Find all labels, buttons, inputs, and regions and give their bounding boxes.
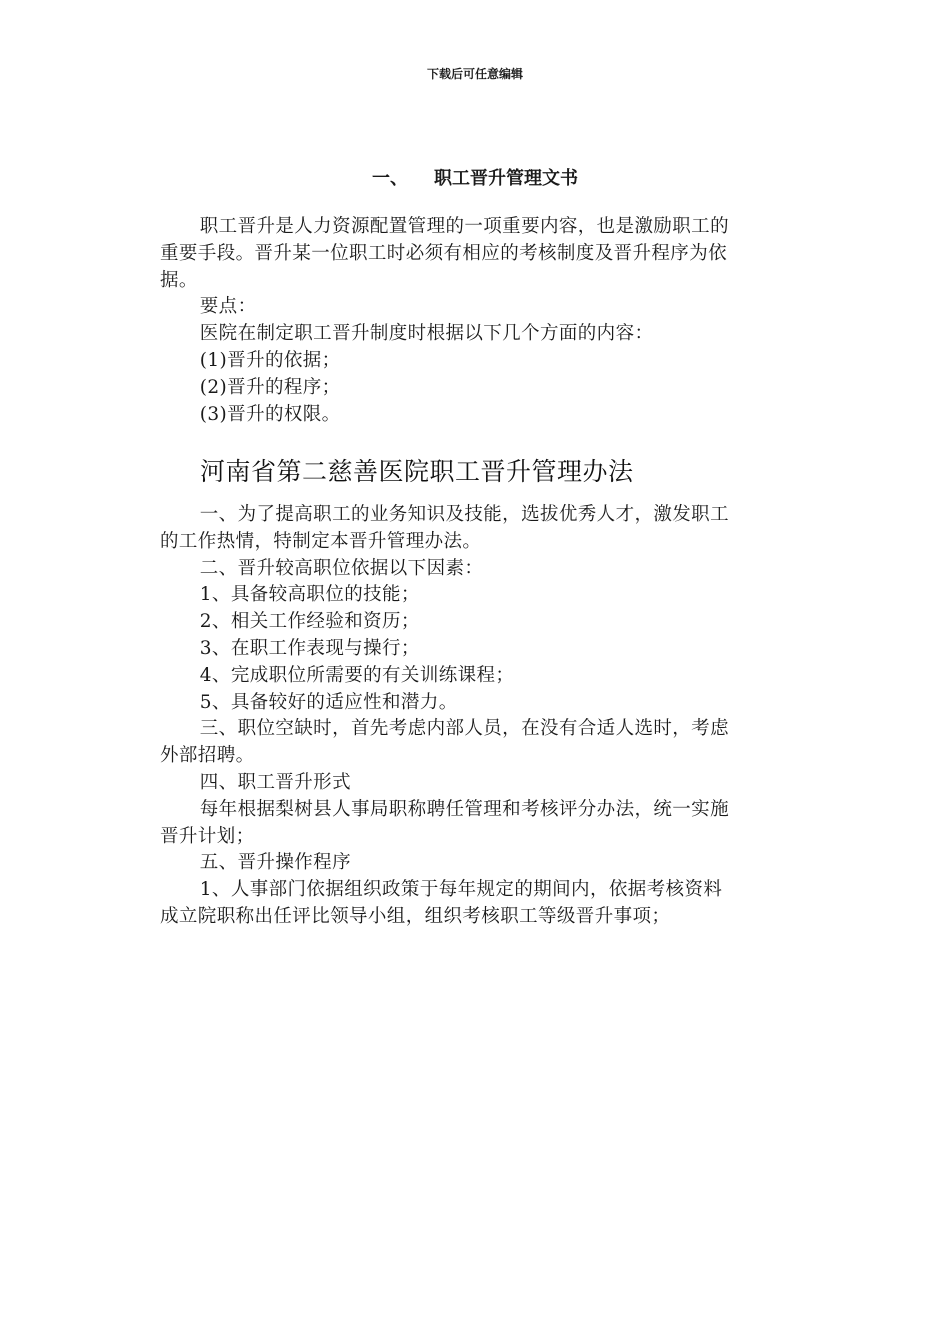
article-3: 三、职位空缺时，首先考虑内部人员，在没有合适人选时，考虑外部招聘。 xyxy=(160,718,729,767)
section-title: 职工晋升管理文书 xyxy=(434,168,578,189)
article-1: 一、为了提高职工的业务知识及技能，选拔优秀人才，激发职工的工作热情，特制定本晋升管理办法。 xyxy=(160,504,729,552)
intro-lead: 医院在制定职工晋升制度时根据以下几个方面的内容： xyxy=(199,323,654,345)
article-4: 四、职工晋升形式 xyxy=(199,771,351,793)
document-title: 河南省第二慈善医院职工晋升管理办法 xyxy=(200,457,634,486)
section-number: 一、 xyxy=(372,168,408,189)
factor-item: 2、相关工作经验和资历； xyxy=(199,611,420,633)
regulation-body xyxy=(160,502,732,931)
intro-paragraph: 职工晋升是人力资源配置管理的一项重要内容，也是激励职工的重要手段。晋升某一位职工时必须有相应的考核制度及晋升程序为依据。 xyxy=(160,216,729,291)
key-points-label: 要点： xyxy=(199,296,257,318)
factor-item: 1、具备较高职位的技能； xyxy=(199,584,420,606)
article-2: 二、晋升较高职位依据以下因素： xyxy=(199,557,484,579)
factor-item: 5、具备较好的适应性和潜力。 xyxy=(199,691,458,713)
article-4-text: 每年根据梨树县人事局职称聘任管理和考核评分办法，统一实施晋升计划； xyxy=(160,798,729,847)
intro-item: (3)晋升的权限。 xyxy=(199,403,341,425)
header-note: 下载后可任意编辑 xyxy=(426,67,523,81)
intro-item: (2)晋升的程序； xyxy=(199,376,341,398)
article-5: 五、晋升操作程序 xyxy=(199,852,351,874)
factor-item: 4、完成职位所需要的有关训练课程； xyxy=(199,664,515,686)
factor-item: 3、在职工作表现与操行； xyxy=(199,637,420,659)
intro-item: (1)晋升的依据； xyxy=(199,349,341,371)
section-heading xyxy=(0,166,950,192)
article-5-step-1: 1、人事部门依据组织政策于每年规定的期间内，依据考核资料成立院职称出任评比领导小组，组织考核职工等级晋升事项； xyxy=(160,879,723,927)
intro-block xyxy=(160,214,732,428)
